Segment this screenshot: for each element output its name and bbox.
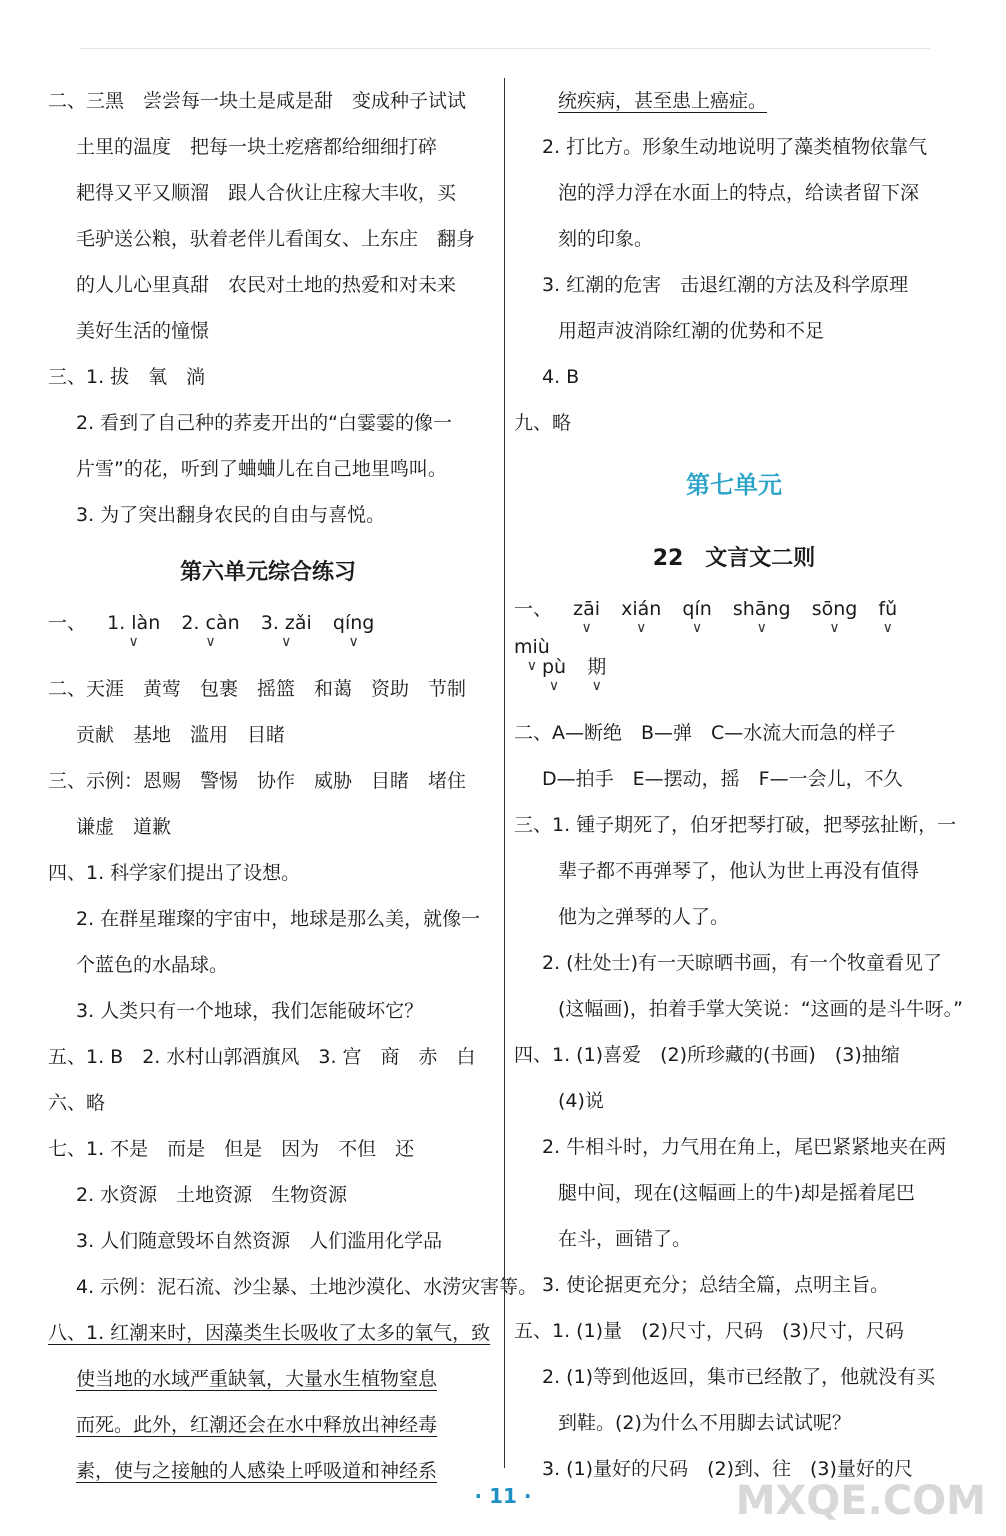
answer-line: 土里的温度 把每一块土疙瘩都给细细打碎 <box>76 136 438 158</box>
check-mark-icon: ∨ <box>526 658 538 674</box>
answer-line: D—拍手 E—摆动，摇 F—一会儿，不久 <box>542 768 903 790</box>
pinyin-item: qín ∨ <box>682 598 712 636</box>
answer-line: 3. 人们随意毁坏自然资源 人们滥用化学品 <box>76 1230 443 1252</box>
pinyin-item: miù ∨ <box>514 636 550 674</box>
lesson-title: 22 文言文二则 <box>652 546 816 571</box>
pinyin-item: qíng ∨ <box>332 612 375 650</box>
answer-line: 到鞋。(2)为什么不用脚去试试呢？ <box>558 1412 851 1434</box>
check-mark-icon: ∨ <box>691 620 703 636</box>
answer-line: 2. 打比方。形象生动地说明了藻类植物依靠气 <box>542 136 928 158</box>
answer-line: 刻的印象。 <box>558 228 654 250</box>
answer-line: 贡献 基地 滥用 目睹 <box>76 724 286 746</box>
answer-line: 四、1. (1)喜爱 (2)所珍藏的(书画) (3)抽缩 <box>514 1044 900 1066</box>
answer-line: 五、1. B 2. 水村山郭酒旗风 3. 宫 商 赤 白 <box>48 1046 476 1068</box>
answer-line: 的人儿心里真甜 农民对土地的热爱和对未来 <box>76 274 457 296</box>
page-number: · 11 · <box>474 1484 532 1508</box>
answer-line: 九、略 <box>514 412 572 434</box>
answer-line: 美好生活的憧憬 <box>76 320 210 342</box>
answer-line: 辈子都不再弹琴了，他认为世上再没有值得 <box>558 860 920 882</box>
answer-line: 3. (1)量好的尺码 (2)到、往 (3)量好的尺 <box>542 1458 913 1480</box>
answer-line: 在斗，画错了。 <box>558 1228 692 1250</box>
pinyin-item: 3. zǎi ∨ <box>260 612 312 650</box>
pinyin-item: sōng ∨ <box>811 598 858 636</box>
pinyin-item: fǔ ∨ <box>878 598 898 636</box>
answer-line: 三、1. 锺子期死了，伯牙把琴打破，把琴弦扯断，一 <box>514 814 957 836</box>
answer-line: (4)说 <box>558 1090 604 1112</box>
answer-line: 毛驴送公粮，驮着老伴儿看闺女、上东庄 翻身 <box>76 228 476 250</box>
pinyin-item: shāng ∨ <box>732 598 791 636</box>
unit-title: 第七单元 <box>686 471 782 499</box>
underlined-answer-line: 素，使与之接触的人感染上呼吸道和神经系 <box>76 1460 438 1482</box>
answer-line: 二、天涯 黄莺 包裹 摇篮 和蔼 资助 节制 <box>48 678 467 700</box>
answer-line: 2. (杜处士)有一天晾晒书画，有一个牧童看见了 <box>542 952 942 974</box>
check-mark-icon: ∨ <box>281 634 292 650</box>
check-mark-icon: ∨ <box>591 678 602 694</box>
section-title: 第六单元综合练习 <box>179 560 356 585</box>
pinyin-item: zāi ∨ <box>573 598 601 636</box>
answer-line: 3. 使论据更充分；总结全篇，点明主旨。 <box>542 1274 890 1296</box>
answer-line: 二、三黑 尝尝每一块土是咸是甜 变成种子试试 <box>48 90 467 112</box>
answer-line: 2. (1)等到他返回，集市已经散了，他就没有买 <box>542 1366 936 1388</box>
column-divider <box>504 78 505 1468</box>
pinyin-row-2 <box>514 652 954 710</box>
check-mark-icon: ∨ <box>756 620 767 636</box>
check-mark-icon: ∨ <box>636 620 647 636</box>
watermark-logo: MXQE.COM <box>735 1478 986 1524</box>
answer-line: 七、1. 不是 而是 但是 因为 不但 还 <box>48 1138 415 1160</box>
answer-line: 4. B <box>542 366 580 388</box>
pinyin-row <box>514 594 954 674</box>
answer-line: 二、A—断绝 B—弹 C—水流大而急的样子 <box>514 722 896 744</box>
pinyin-item: 期 ∨ <box>587 656 607 694</box>
check-mark-icon: ∨ <box>548 678 560 694</box>
answer-line: 个蓝色的水晶球。 <box>76 954 229 976</box>
answer-line: 3. 为了突出翻身农民的自由与喜悦。 <box>76 504 386 526</box>
answer-line: 用超声波消除红潮的优势和不足 <box>558 320 825 342</box>
pinyin-item: pù ∨ <box>542 656 567 694</box>
right-column <box>514 78 964 1492</box>
answer-line: 3. 人类只有一个地球，我们怎能破坏它？ <box>76 1000 424 1022</box>
answer-line: 4. 示例：泥石流、沙尘暴、土地沙漠化、水涝灾害等。 <box>76 1276 538 1298</box>
pinyin-row <box>48 608 488 666</box>
answer-line: 2. 在群星璀璨的宇宙中，地球是那么美，就像一 <box>76 908 481 930</box>
check-mark-icon: ∨ <box>348 634 359 650</box>
check-mark-icon: ∨ <box>205 634 216 650</box>
answer-line: 2. 牛相斗时，力气用在角上，尾巴紧紧地夹在两 <box>542 1136 947 1158</box>
answer-line: 2. 水资源 土地资源 生物资源 <box>76 1184 348 1206</box>
answer-line: 2. 看到了自己种的荞麦开出的“白霎霎的像一 <box>76 412 453 434</box>
answer-line: 三、示例：恩赐 警惕 协作 威胁 目睹 堵住 <box>48 770 467 792</box>
check-mark-icon: ∨ <box>128 634 139 650</box>
check-mark-icon: ∨ <box>882 620 893 636</box>
check-mark-icon: ∨ <box>829 620 840 636</box>
top-rule <box>80 48 930 49</box>
answer-line: 3. 红潮的危害 击退红潮的方法及科学原理 <box>542 274 909 296</box>
pinyin-item: 1. làn ∨ <box>107 612 161 650</box>
answer-line: 三、1. 拔 氧 淌 <box>48 366 206 388</box>
answer-line: 六、略 <box>48 1092 106 1114</box>
answer-line: 五、1. (1)量 (2)尺寸，尺码 (3)尺寸，尺码 <box>514 1320 904 1342</box>
underlined-answer-line: 统疾病，甚至患上癌症。 <box>558 90 768 112</box>
answer-line: (这幅画)，拍着手掌大笑说：“这画的是斗牛呀。” <box>558 998 964 1020</box>
pinyin-prefix: 一、 <box>514 598 553 620</box>
pinyin-prefix: 一、 <box>48 612 87 634</box>
answer-line: 耙得又平又顺溜 跟人合伙让庄稼大丰收，买 <box>76 182 457 204</box>
check-mark-icon: ∨ <box>581 620 592 636</box>
answer-line: 他为之弹琴的人了。 <box>558 906 730 928</box>
answer-line: 谦虚 道歉 <box>76 816 172 838</box>
answer-line: 腿中间，现在(这幅画上的牛)却是摇着尾巴 <box>558 1182 915 1204</box>
pinyin-item: xián ∨ <box>621 598 662 636</box>
answer-line: 四、1. 科学家们提出了设想。 <box>48 862 301 884</box>
underlined-answer-line: 使当地的水域严重缺氧，大量水生植物窒息 <box>76 1368 438 1390</box>
pinyin-item: 2. càn ∨ <box>181 612 240 650</box>
answer-line: 片雪”的花，听到了蛐蛐儿在自己地里鸣叫。 <box>76 458 447 480</box>
underlined-answer-line: 而死。此外，红潮还会在水中释放出神经毒 <box>76 1414 438 1436</box>
answer-line: 泡的浮力浮在水面上的特点，给读者留下深 <box>558 182 920 204</box>
underlined-answer-line: 八、1. 红潮来时，因藻类生长吸收了太多的氧气，致 <box>48 1322 491 1344</box>
